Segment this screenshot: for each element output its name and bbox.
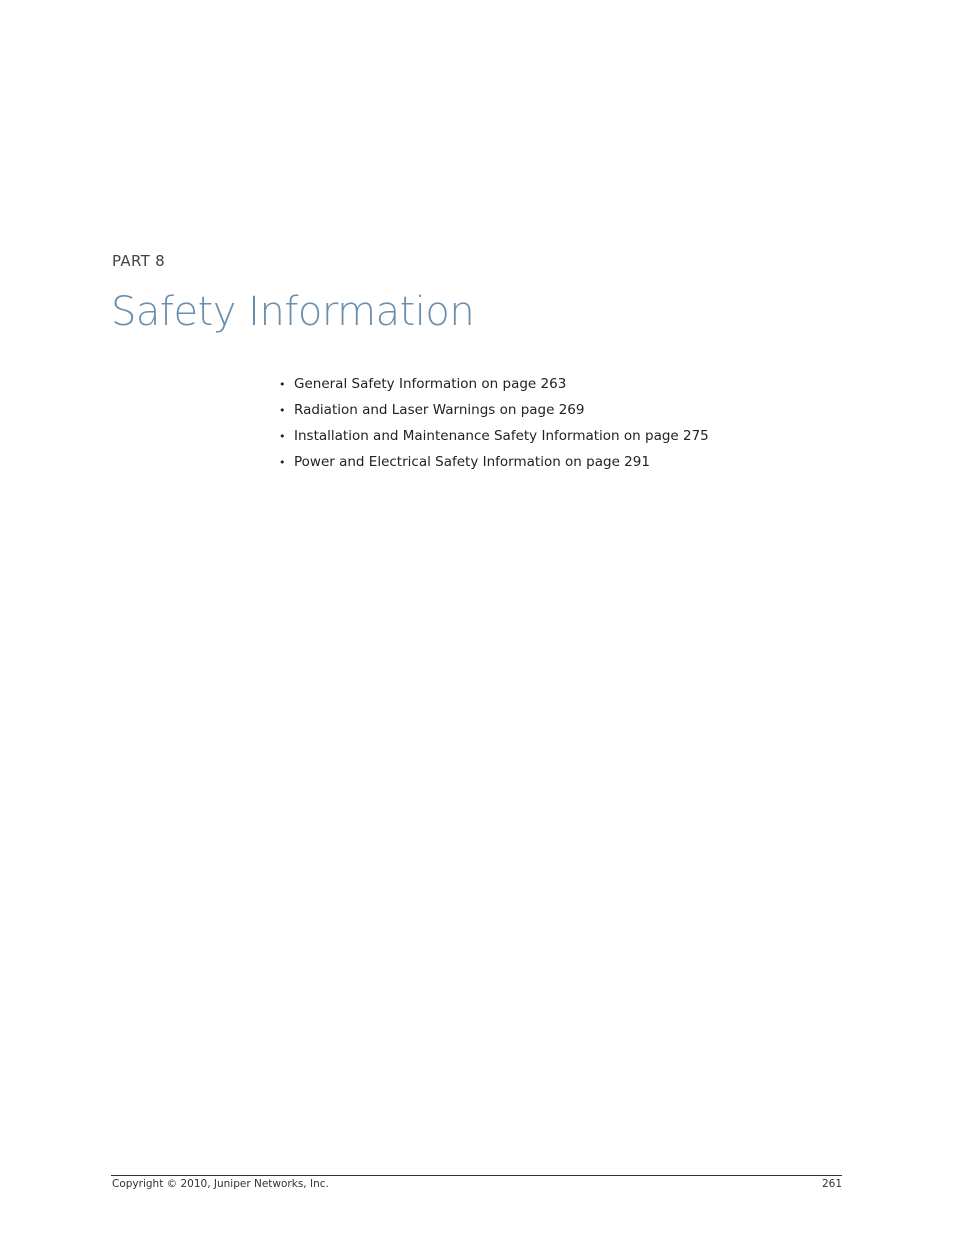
toc-item[interactable] (279, 452, 709, 478)
bullet-icon: • (279, 378, 286, 391)
toc-item-link[interactable]: Power and Electrical Safety Information on page 291 (294, 454, 650, 470)
page-title: Safety Information (111, 289, 475, 335)
toc-item[interactable] (279, 374, 709, 400)
toc-item-link[interactable]: Installation and Maintenance Safety Information on page 275 (294, 428, 709, 444)
footer-divider (111, 1175, 842, 1176)
toc-item[interactable] (279, 400, 709, 426)
part-label: PART 8 (112, 252, 165, 270)
toc-item-link[interactable]: Radiation and Laser Warnings on page 269 (294, 402, 585, 418)
footer-copyright: Copyright © 2010, Juniper Networks, Inc. (112, 1178, 329, 1190)
page-number: 261 (821, 1178, 842, 1190)
bullet-icon: • (279, 456, 286, 469)
toc-list (279, 374, 709, 478)
toc-item-link[interactable]: General Safety Information on page 263 (294, 376, 567, 392)
bullet-icon: • (279, 404, 286, 417)
toc-item[interactable] (279, 426, 709, 452)
bullet-icon: • (279, 430, 286, 443)
